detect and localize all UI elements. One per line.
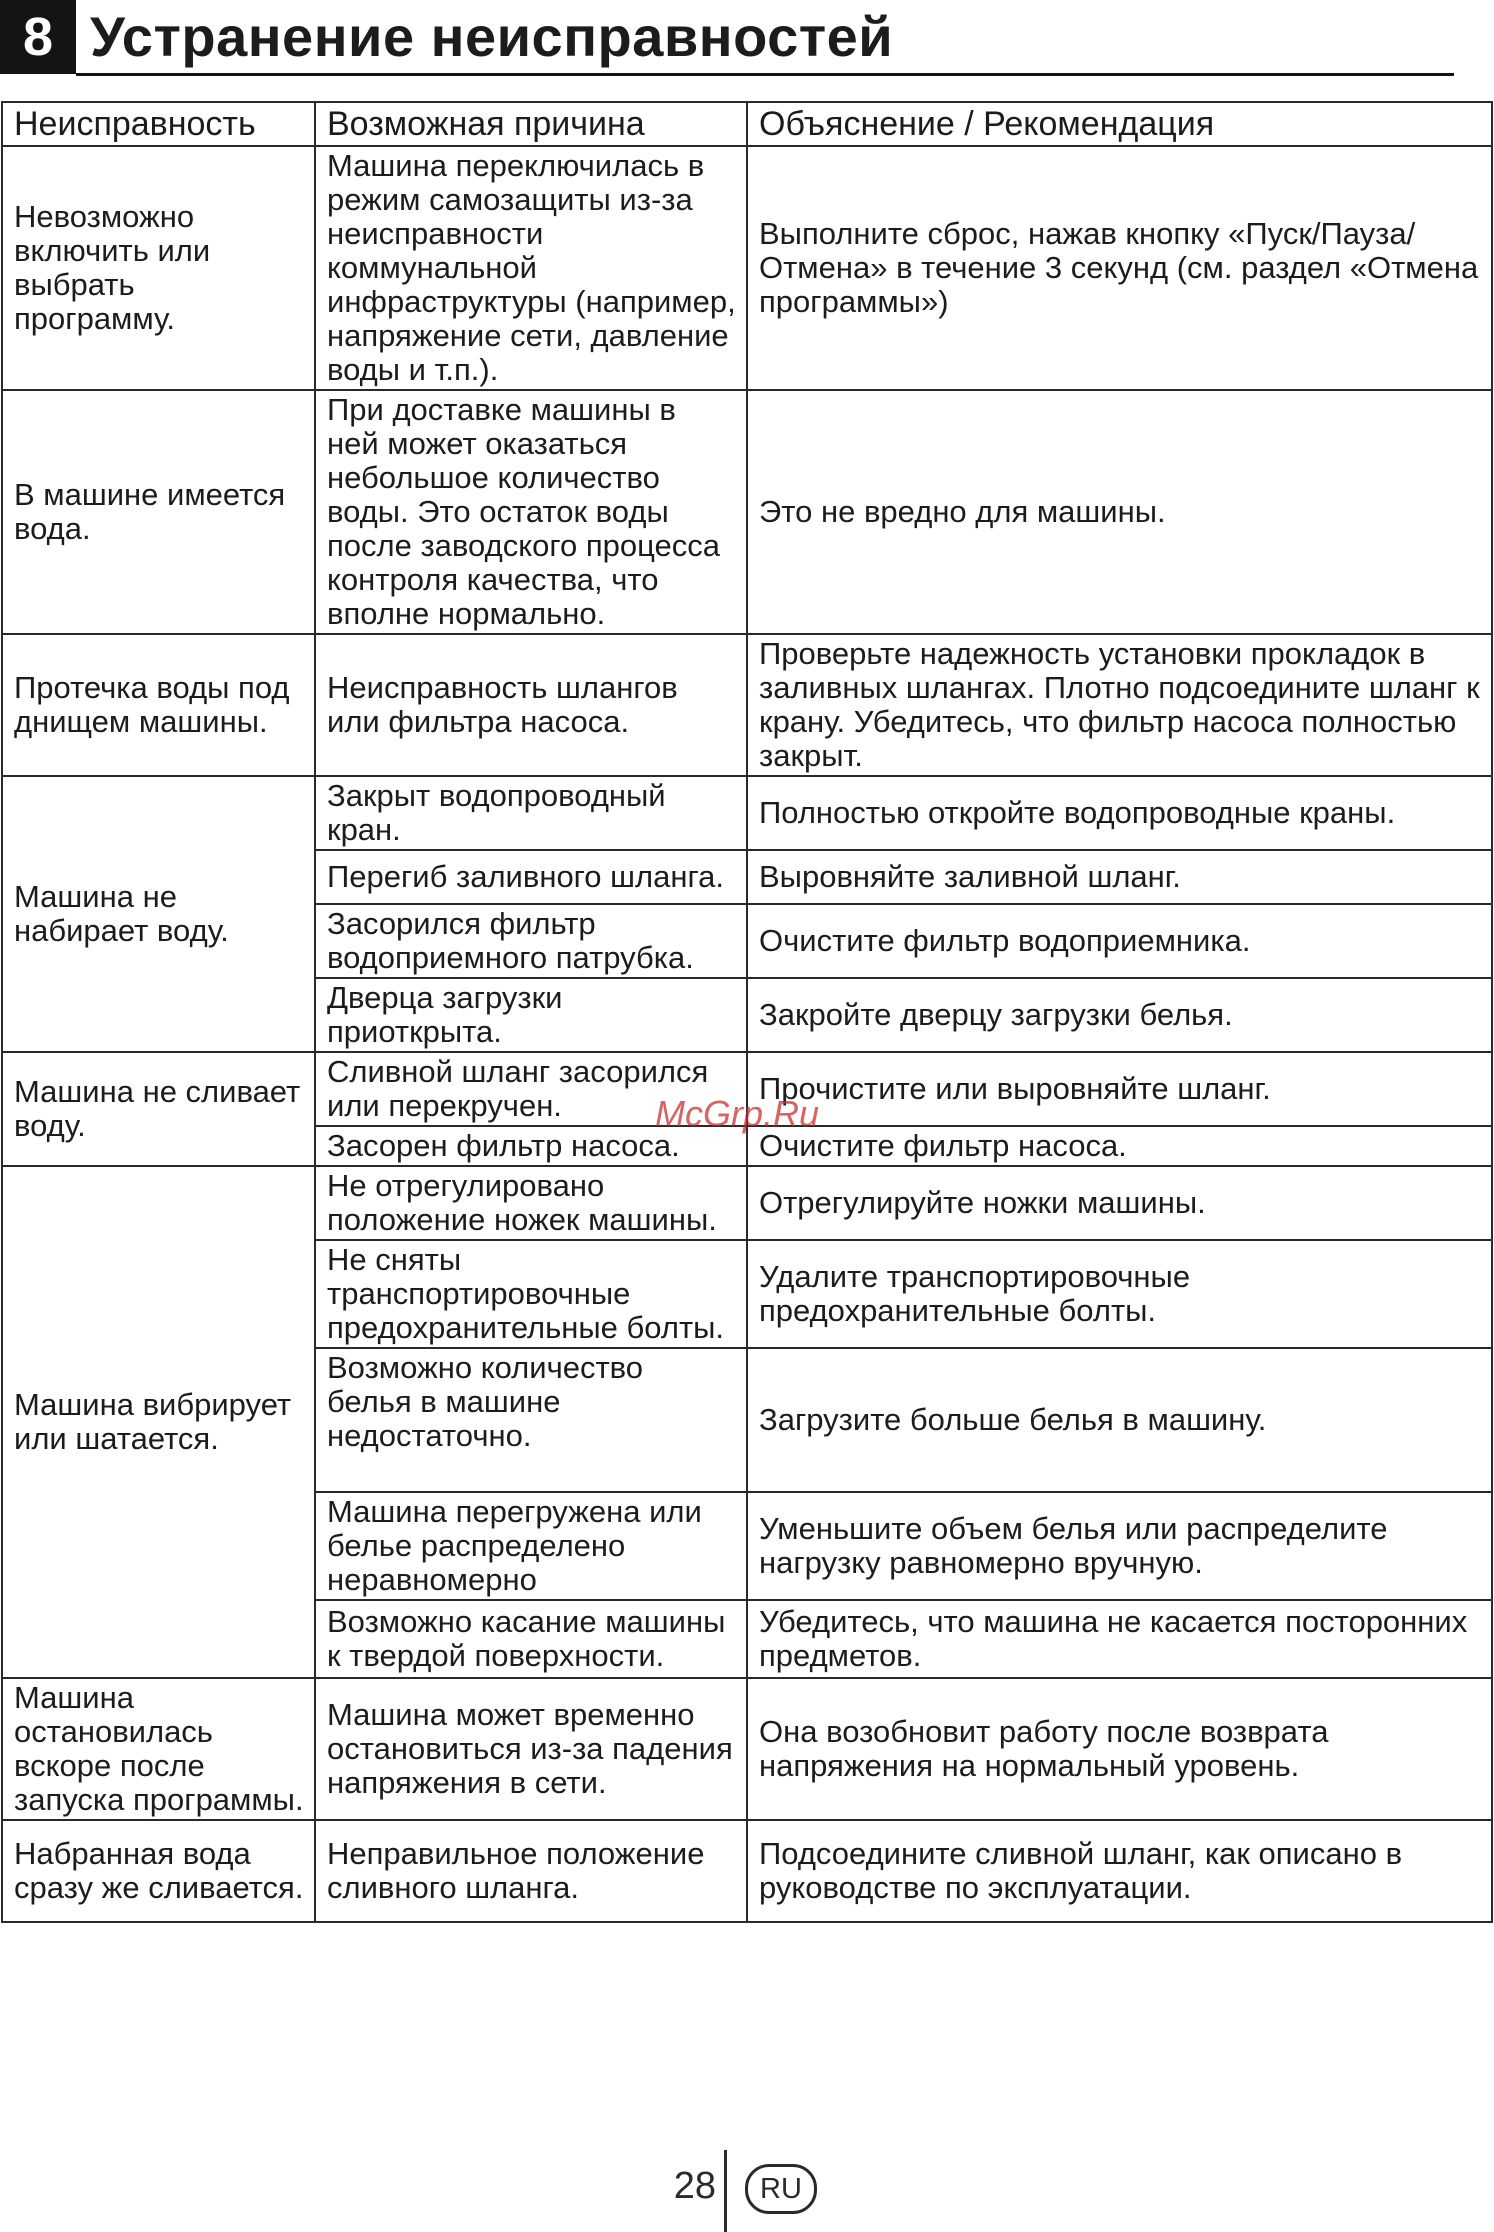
column-header-cause: Возможная причина [315, 102, 747, 146]
solution-cell: Удалите транспортировочные предохранительные болты. [747, 1240, 1492, 1348]
watermark: McGrp.Ru [655, 1093, 820, 1134]
title-underline [76, 73, 1454, 76]
solution-cell: Выполните сброс, нажав кнопку «Пуск/Пауза/Отмена» в течение 3 секунд (см. раздел «Отмена программы») [747, 146, 1492, 390]
footer-divider [724, 2150, 727, 2232]
cause-cell: Неисправность шлангов или фильтра насоса. [315, 634, 747, 776]
solution-cell: Загрузите больше белья в машину. [747, 1348, 1492, 1492]
cause-cell: Возможно касание машины к твердой поверхности. [315, 1600, 747, 1678]
table-row [2, 1820, 1492, 1922]
problem-cell: Невозможно включить или выбрать программу. [2, 146, 315, 390]
troubleshooting-table [1, 101, 1493, 1923]
table-row [2, 1166, 1492, 1240]
solution-cell: Проверьте надежность установки прокладок в заливных шлангах. Плотно подсоедините шланг к крану. Убедитесь, что фильтр насоса полностью закрыт. [747, 634, 1492, 776]
cause-cell: Машина перегружена или белье распределено неравномерно [315, 1492, 747, 1600]
column-header-problem: Неисправность [2, 102, 315, 146]
cause-cell: Перегиб заливного шланга. [315, 850, 747, 904]
table-row [2, 634, 1492, 776]
table-header-row [2, 102, 1492, 146]
language-badge: RU [745, 2164, 817, 2214]
cause-cell: Засорился фильтр водоприемного патрубка. [315, 904, 747, 978]
table-row [2, 776, 1492, 850]
table-row [2, 1052, 1492, 1126]
solution-cell: Подсоедините сливной шланг, как описано в руководстве по эксплуатации. [747, 1820, 1492, 1922]
cause-cell: Не сняты транспортировочные предохранительные болты. [315, 1240, 747, 1348]
table-row [2, 390, 1492, 634]
cause-cell: Не отрегулировано положение ножек машины. [315, 1166, 747, 1240]
solution-cell: Прочистите или выровняйте шланг. [747, 1052, 1492, 1126]
cause-cell: Машина переключилась в режим самозащиты из-за неисправности коммунальной инфраструктуры (например, напряжение сети, давление воды и т.п.). [315, 146, 747, 390]
solution-cell: Она возобновит работу после возврата напряжения на нормальный уровень. [747, 1678, 1492, 1820]
section-number-badge [0, 0, 76, 74]
solution-cell: Уменьшите объем белья или распределите нагрузку равномерно вручную. [747, 1492, 1492, 1600]
page-title: Устранение неисправностей [90, 5, 894, 68]
cause-cell: Неправильное положение сливного шланга. [315, 1820, 747, 1922]
solution-cell: Выровняйте заливной шланг. [747, 850, 1492, 904]
cause-cell: Дверца загрузки приоткрыта. [315, 978, 747, 1052]
solution-cell: Закройте дверцу загрузки белья. [747, 978, 1492, 1052]
solution-cell: Убедитесь, что машина не касается посторонних предметов. [747, 1600, 1492, 1678]
problem-cell: Машина не набирает воду. [2, 776, 315, 1052]
problem-cell: Набранная вода сразу же сливается. [2, 1820, 315, 1922]
solution-cell: Полностью откройте водопроводные краны. [747, 776, 1492, 850]
problem-cell: Машина остановилась вскоре после запуска программы. [2, 1678, 315, 1820]
problem-cell: Машина не сливает воду. [2, 1052, 315, 1166]
solution-cell: Это не вредно для машины. [747, 390, 1492, 634]
section-number: 8 [22, 7, 54, 67]
cause-cell: При доставке машины в ней может оказаться небольшое количество воды. Это остаток воды после заводского процесса контроля качества, что вполне нормально. [315, 390, 747, 634]
cause-cell: Машина может временно остановиться из-за падения напряжения в сети. [315, 1678, 747, 1820]
solution-cell: Очистите фильтр насоса. [747, 1126, 1492, 1166]
solution-cell: Очистите фильтр водоприемника. [747, 904, 1492, 978]
column-header-solution: Объяснение / Рекомендация [747, 102, 1492, 146]
page-number: 28 [673, 2165, 716, 2207]
problem-cell: Машина вибрирует или шатается. [2, 1166, 315, 1678]
solution-cell: Отрегулируйте ножки машины. [747, 1166, 1492, 1240]
cause-cell: Закрыт водопроводный кран. [315, 776, 747, 850]
cause-cell: Засорен фильтр насоса. [315, 1126, 747, 1166]
cause-cell: Возможно количество белья в машине недостаточно. [315, 1348, 747, 1492]
table-row [2, 146, 1492, 390]
cause-cell: Сливной шланг засорился или перекручен. [315, 1052, 747, 1126]
problem-cell: В машине имеется вода. [2, 390, 315, 634]
table-row [2, 1678, 1492, 1820]
problem-cell: Протечка воды под днищем машины. [2, 634, 315, 776]
